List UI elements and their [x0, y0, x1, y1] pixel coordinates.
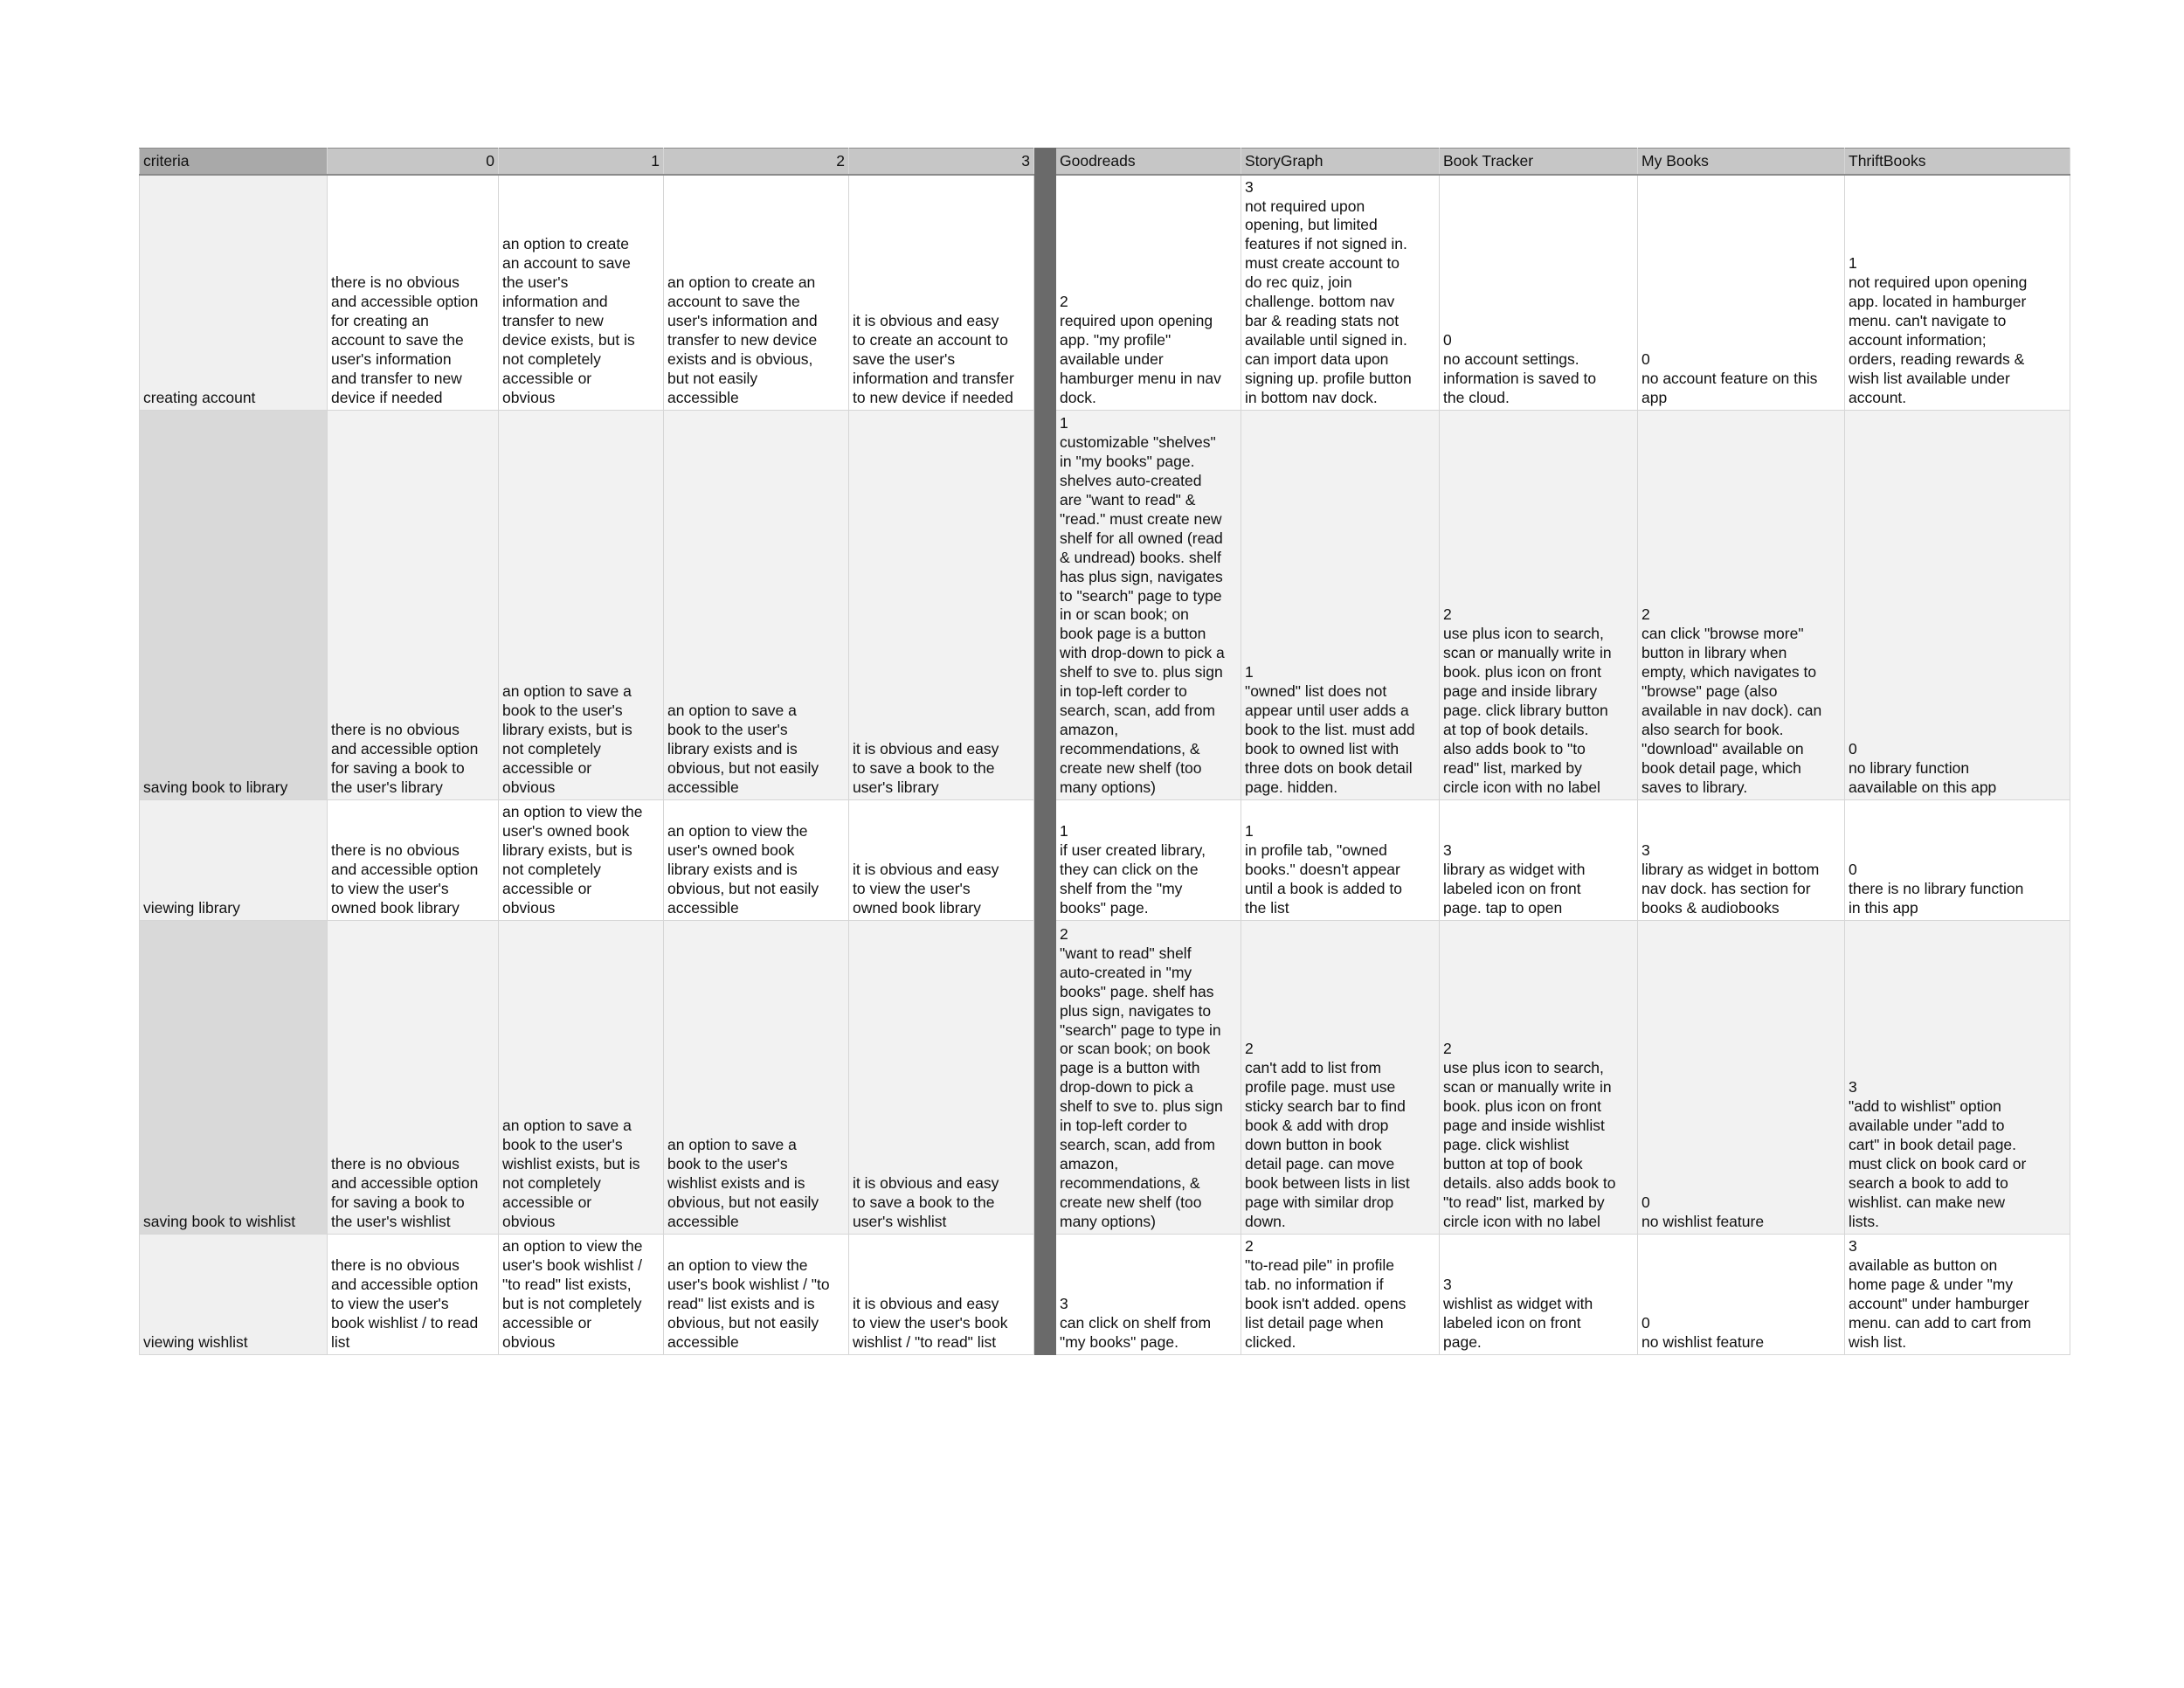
mybooks-cell[interactable]: 2 can click "browse more" button in library when empty, which navigates to "browse" page (also available in nav dock). can also search for book. "download" available on book detail page, which saves to library.	[1638, 410, 1845, 799]
mybooks-cell[interactable]: 0 no wishlist feature	[1638, 920, 1845, 1234]
goodreads-cell[interactable]: 2 "want to read" shelf auto-created in "my books" page. shelf has plus sign, navigates to "search" page to type in or scan book; on book page is a button with drop-down to pick a shelf to sve to. plus sign in top-left corder to search, scan, add from amazon, recommendations, & create new shelf (too many options)	[1056, 920, 1241, 1234]
booktracker-cell[interactable]: 2 use plus icon to search, scan or manually write in book. plus icon on front page and inside wishlist page. click wishlist button at top of book details. also adds book to "to read" list, marked by circle icon with no label	[1440, 920, 1638, 1234]
mybooks-cell[interactable]: 0 no wishlist feature	[1638, 1234, 1845, 1354]
thriftbooks-cell[interactable]: 1 not required upon opening app. located in hamburger menu. can't navigate to account information; orders, reading rewards & wish list available under account.	[1845, 175, 2070, 410]
thriftbooks-cell[interactable]: 3 available as button on home page & under "my account" under hamburger menu. can add to cart from wish list.	[1845, 1234, 2070, 1354]
mybooks-cell[interactable]: 3 library as widget in bottom nav dock. has section for books & audiobooks	[1638, 799, 1845, 920]
score-1-cell[interactable]: an option to create an account to save the user's information and transfer to new device exists, but is not completely accessible or obvious	[499, 175, 664, 410]
score-1-cell[interactable]: an option to view the user's owned book library exists, but is not completely accessible or obvious	[499, 799, 664, 920]
mybooks-cell[interactable]: 0 no account feature on this app	[1638, 175, 1845, 410]
score-2-cell[interactable]: an option to create an account to save the user's information and transfer to new device exists and is obvious, but not easily accessible	[664, 175, 849, 410]
goodreads-cell[interactable]: 1 if user created library, they can click on the shelf from the "my books" page.	[1056, 799, 1241, 920]
header-score-3[interactable]: 3	[849, 149, 1034, 176]
score-0-cell[interactable]: there is no obvious and accessible option for saving a book to the user's library	[328, 410, 499, 799]
score-3-cell[interactable]: it is obvious and easy to create an account to save the user's information and transfer to new device if needed	[849, 175, 1034, 410]
thriftbooks-cell[interactable]: 0 there is no library function in this app	[1845, 799, 2070, 920]
column-separator	[1034, 1234, 1056, 1354]
storygraph-cell[interactable]: 3 not required upon opening, but limited features if not signed in. must create account to do rec quiz, join challenge. bottom nav bar & reading stats not available until signed in. can import data upon signing up. profile button in bottom nav dock.	[1241, 175, 1440, 410]
score-0-cell[interactable]: there is no obvious and accessible option for creating an account to save the user's information and transfer to new device if needed	[328, 175, 499, 410]
thriftbooks-cell[interactable]: 3 "add to wishlist" option available under "add to cart" in book detail page. must click on book card or search a book to add to wishlist. can make new lists.	[1845, 920, 2070, 1234]
criteria-cell[interactable]: saving book to wishlist	[140, 920, 328, 1234]
storygraph-cell[interactable]: 1 "owned" list does not appear until user adds a book to the list. must add book to owned list with three dots on book detail page. hidden.	[1241, 410, 1440, 799]
row-creating-account	[140, 175, 2070, 410]
score-1-cell[interactable]: an option to save a book to the user's library exists, but is not completely accessible or obvious	[499, 410, 664, 799]
goodreads-cell[interactable]: 2 required upon opening app. "my profile" available under hamburger menu in nav dock.	[1056, 175, 1241, 410]
column-separator	[1034, 410, 1056, 799]
booktracker-cell[interactable]: 2 use plus icon to search, scan or manually write in book. plus icon on front page and inside library page. click library button at top of book details. also adds book to "to read" list, marked by circle icon with no label	[1440, 410, 1638, 799]
score-3-cell[interactable]: it is obvious and easy to save a book to the user's library	[849, 410, 1034, 799]
score-2-cell[interactable]: an option to save a book to the user's wishlist exists and is obvious, but not easily accessible	[664, 920, 849, 1234]
score-2-cell[interactable]: an option to view the user's owned book library exists and is obvious, but not easily accessible	[664, 799, 849, 920]
row-viewing-library	[140, 799, 2070, 920]
row-saving-book-to-library	[140, 410, 2070, 799]
storygraph-cell[interactable]: 2 can't add to list from profile page. must use sticky search bar to find book & add with drop down button in book detail page. can move book between lists in list page with similar drop down.	[1241, 920, 1440, 1234]
row-viewing-wishlist	[140, 1234, 2070, 1354]
storygraph-cell[interactable]: 2 "to-read pile" in profile tab. no information if book isn't added. opens list detail page when clicked.	[1241, 1234, 1440, 1354]
header-mybooks[interactable]: My Books	[1638, 149, 1845, 176]
score-0-cell[interactable]: there is no obvious and accessible option to view the user's book wishlist / to read list	[328, 1234, 499, 1354]
header-criteria[interactable]: criteria	[140, 149, 328, 176]
score-0-cell[interactable]: there is no obvious and accessible option for saving a book to the user's wishlist	[328, 920, 499, 1234]
score-0-cell[interactable]: there is no obvious and accessible option to view the user's owned book library	[328, 799, 499, 920]
storygraph-cell[interactable]: 1 in profile tab, "owned books." doesn't appear until a book is added to the list	[1241, 799, 1440, 920]
criteria-cell[interactable]: viewing wishlist	[140, 1234, 328, 1354]
score-3-cell[interactable]: it is obvious and easy to view the user's book wishlist / "to read" list	[849, 1234, 1034, 1354]
header-row	[140, 149, 2070, 176]
criteria-cell[interactable]: viewing library	[140, 799, 328, 920]
column-separator	[1034, 149, 1056, 176]
score-3-cell[interactable]: it is obvious and easy to view the user's owned book library	[849, 799, 1034, 920]
row-saving-book-to-wishlist	[140, 920, 2070, 1234]
booktracker-cell[interactable]: 0 no account settings. information is saved to the cloud.	[1440, 175, 1638, 410]
booktracker-cell[interactable]: 3 wishlist as widget with labeled icon on front page.	[1440, 1234, 1638, 1354]
header-storygraph[interactable]: StoryGraph	[1241, 149, 1440, 176]
header-booktracker[interactable]: Book Tracker	[1440, 149, 1638, 176]
header-thriftbooks[interactable]: ThriftBooks	[1845, 149, 2070, 176]
thriftbooks-cell[interactable]: 0 no library function aavailable on this app	[1845, 410, 2070, 799]
score-1-cell[interactable]: an option to save a book to the user's wishlist exists, but is not completely accessible or obvious	[499, 920, 664, 1234]
criteria-cell[interactable]: creating account	[140, 175, 328, 410]
header-goodreads[interactable]: Goodreads	[1056, 149, 1241, 176]
score-2-cell[interactable]: an option to save a book to the user's library exists and is obvious, but not easily accessible	[664, 410, 849, 799]
criteria-cell[interactable]: saving book to library	[140, 410, 328, 799]
column-separator	[1034, 175, 1056, 410]
score-1-cell[interactable]: an option to view the user's book wishlist / "to read" list exists, but is not completely accessible or obvious	[499, 1234, 664, 1354]
score-3-cell[interactable]: it is obvious and easy to save a book to the user's wishlist	[849, 920, 1034, 1234]
column-separator	[1034, 799, 1056, 920]
comparison-table	[139, 148, 2070, 1355]
header-score-2[interactable]: 2	[664, 149, 849, 176]
goodreads-cell[interactable]: 3 can click on shelf from "my books" page.	[1056, 1234, 1241, 1354]
score-2-cell[interactable]: an option to view the user's book wishlist / "to read" list exists and is obvious, but not easily accessible	[664, 1234, 849, 1354]
header-score-0[interactable]: 0	[328, 149, 499, 176]
column-separator	[1034, 920, 1056, 1234]
booktracker-cell[interactable]: 3 library as widget with labeled icon on front page. tap to open	[1440, 799, 1638, 920]
header-score-1[interactable]: 1	[499, 149, 664, 176]
goodreads-cell[interactable]: 1 customizable "shelves" in "my books" page. shelves auto-created are "want to read" & "read." must create new shelf for all owned (read & undread) books. shelf has plus sign, navigates to "search" page to type in or scan book; on book page is a button with drop-down to pick a shelf to sve to. plus sign in top-left corder to search, scan, add from amazon, recommendations, & create new shelf (too many options)	[1056, 410, 1241, 799]
